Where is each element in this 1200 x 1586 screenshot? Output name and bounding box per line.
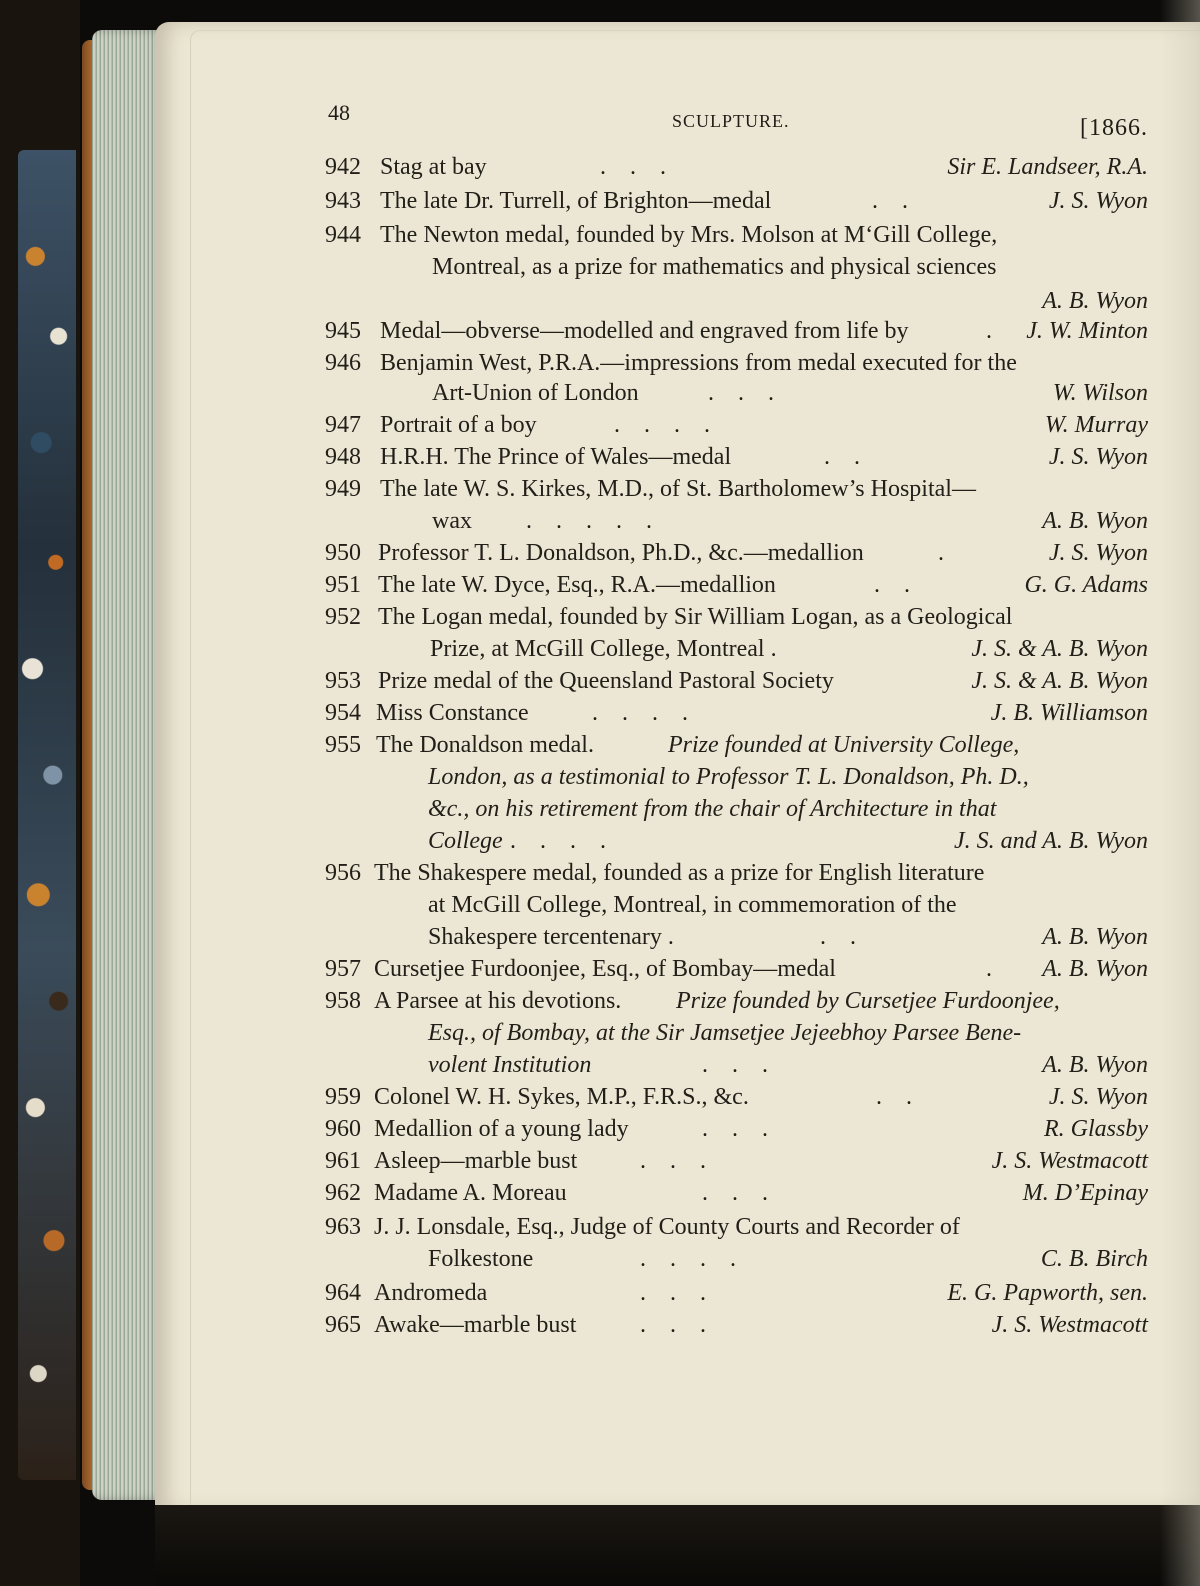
entry-title: Cursetjee Furdoonjee, Esq., of Bombay—medal bbox=[374, 956, 836, 982]
entry-title: Asleep—marble bust bbox=[374, 1148, 578, 1174]
entry-number: 952 bbox=[325, 604, 361, 630]
leader-dots: . . bbox=[876, 1084, 912, 1110]
entry-note-cont: volent Institution bbox=[428, 1052, 592, 1078]
entry-number: 944 bbox=[325, 222, 361, 248]
entry-number: 942 bbox=[325, 154, 361, 180]
leader-dots: . bbox=[986, 318, 992, 344]
entry-953 bbox=[0, 666, 1200, 696]
entry-number: 949 bbox=[325, 476, 361, 502]
entry-944-cont bbox=[0, 252, 1200, 282]
running-title: SCULPTURE. bbox=[672, 111, 790, 131]
entry-number: 960 bbox=[325, 1116, 361, 1142]
entry-number: 954 bbox=[325, 700, 361, 726]
entry-number: 950 bbox=[325, 540, 361, 566]
entry-artist: E. G. Papworth, sen. bbox=[947, 1280, 1148, 1306]
entry-946-cont bbox=[0, 378, 1200, 408]
entry-number: 946 bbox=[325, 350, 361, 376]
entry-955-cont bbox=[0, 794, 1200, 824]
entry-963-cont bbox=[0, 1244, 1200, 1274]
entry-title: H.R.H. The Prince of Wales—medal bbox=[380, 444, 732, 470]
entry-title: Medallion of a young lady bbox=[374, 1116, 629, 1142]
entry-number: 961 bbox=[325, 1148, 361, 1174]
entry-artist: A. B. Wyon bbox=[1042, 956, 1148, 982]
entry-artist: J. S. Westmacott bbox=[991, 1148, 1148, 1174]
entry-artist: A. B. Wyon bbox=[1042, 288, 1148, 314]
entry-951 bbox=[0, 570, 1200, 600]
leader-dots: . . bbox=[824, 444, 860, 470]
leader-dots: . . . . bbox=[510, 828, 606, 854]
entry-962 bbox=[0, 1178, 1200, 1208]
entry-title: Prize medal of the Queensland Pastoral Society bbox=[378, 668, 834, 694]
entry-number: 957 bbox=[325, 956, 361, 982]
entry-title: J. J. Lonsdale, Esq., Judge of County Courts and Recorder of bbox=[374, 1214, 960, 1240]
leader-dots: . . . bbox=[640, 1148, 706, 1174]
entry-952 bbox=[0, 602, 1200, 632]
entry-title: Portrait of a boy bbox=[380, 412, 537, 438]
entry-artist: J. W. Minton bbox=[1026, 318, 1148, 344]
entry-946 bbox=[0, 348, 1200, 378]
entry-note-cont: &c., on his retirement from the chair of Architecture in that bbox=[428, 796, 997, 822]
entry-note: Prize founded at University College, bbox=[668, 732, 1020, 758]
entry-950 bbox=[0, 538, 1200, 568]
entry-artist: J. S. Westmacott bbox=[991, 1312, 1148, 1338]
leader-dots: . . . bbox=[708, 380, 774, 406]
entry-number: 948 bbox=[325, 444, 361, 470]
entry-title-cont: Art-Union of London bbox=[432, 380, 639, 406]
entry-artist: Sir E. Landseer, R.A. bbox=[947, 154, 1148, 180]
leader-dots: . bbox=[986, 956, 992, 982]
entry-note: Prize founded by Cursetjee Furdoonjee, bbox=[676, 988, 1060, 1014]
entry-947 bbox=[0, 410, 1200, 440]
entry-number: 962 bbox=[325, 1180, 361, 1206]
entry-title: The Newton medal, founded by Mrs. Molson at M‘Gill College, bbox=[380, 222, 998, 248]
entry-number: 947 bbox=[325, 412, 361, 438]
leader-dots: . . . . bbox=[640, 1246, 736, 1272]
entry-958 bbox=[0, 986, 1200, 1016]
leader-dots: . . . . . bbox=[526, 508, 652, 534]
leader-dots: . . . bbox=[702, 1116, 768, 1142]
leader-dots: . . . bbox=[640, 1312, 706, 1338]
entry-943 bbox=[0, 186, 1200, 216]
entry-title: The late W. Dyce, Esq., R.A.—medallion bbox=[378, 572, 776, 598]
entry-956-cont bbox=[0, 890, 1200, 920]
entry-title: The Shakespere medal, founded as a prize for English literature bbox=[374, 860, 985, 886]
leader-dots: . . . bbox=[640, 1280, 706, 1306]
entry-955 bbox=[0, 730, 1200, 760]
entry-number: 956 bbox=[325, 860, 361, 886]
entry-964 bbox=[0, 1278, 1200, 1308]
leader-dots: . . . bbox=[702, 1180, 768, 1206]
page-number: 48 bbox=[328, 100, 350, 125]
entry-961 bbox=[0, 1146, 1200, 1176]
leader-dots: . . . bbox=[600, 154, 666, 180]
entry-title: Professor T. L. Donaldson, Ph.D., &c.—medallion bbox=[378, 540, 864, 566]
entry-artist: A. B. Wyon bbox=[1042, 1052, 1148, 1078]
entry-958-cont bbox=[0, 1018, 1200, 1048]
entry-963 bbox=[0, 1212, 1200, 1242]
entry-artist: J. B. Williamson bbox=[990, 700, 1148, 726]
leader-dots: . . . . bbox=[592, 700, 688, 726]
leader-dots: . . . bbox=[702, 1052, 768, 1078]
entry-954 bbox=[0, 698, 1200, 728]
entry-title: Medal—obverse—modelled and engraved from life by bbox=[380, 318, 909, 344]
entry-number: 945 bbox=[325, 318, 361, 344]
entry-artist: J. S. Wyon bbox=[1048, 444, 1148, 470]
entry-965 bbox=[0, 1310, 1200, 1340]
entry-945 bbox=[0, 316, 1200, 346]
entry-note-cont: College bbox=[428, 828, 503, 854]
entry-artist: A. B. Wyon bbox=[1042, 508, 1148, 534]
page-header bbox=[0, 100, 1200, 140]
entry-948 bbox=[0, 442, 1200, 472]
entry-title: Andromeda bbox=[374, 1280, 488, 1306]
entry-title: Benjamin West, P.R.A.—impressions from medal executed for the bbox=[380, 350, 1017, 376]
entry-number: 964 bbox=[325, 1280, 361, 1306]
entry-960 bbox=[0, 1114, 1200, 1144]
entry-title-cont: wax bbox=[432, 508, 472, 534]
entry-artist: J. S. Wyon bbox=[1048, 540, 1148, 566]
entry-949-cont bbox=[0, 506, 1200, 536]
entry-952-cont bbox=[0, 634, 1200, 664]
entry-title-cont: Prize, at McGill College, Montreal . bbox=[430, 636, 777, 662]
leader-dots: . . bbox=[820, 924, 856, 950]
entry-955-cont bbox=[0, 826, 1200, 856]
leader-dots: . . bbox=[874, 572, 910, 598]
entry-number: 959 bbox=[325, 1084, 361, 1110]
entry-number: 951 bbox=[325, 572, 361, 598]
entry-956 bbox=[0, 858, 1200, 888]
entry-title: The late W. S. Kirkes, M.D., of St. Bartholomew’s Hospital— bbox=[380, 476, 976, 502]
entry-note-cont: Esq., of Bombay, at the Sir Jamsetjee Jejeebhoy Parsee Bene- bbox=[428, 1020, 1022, 1046]
leader-dots: . . . . bbox=[614, 412, 710, 438]
entry-artist: G. G. Adams bbox=[1024, 572, 1148, 598]
entry-title: The late Dr. Turrell, of Brighton—medal bbox=[380, 188, 772, 214]
entry-title: A Parsee at his devotions. bbox=[374, 988, 622, 1014]
leader-dots: . . bbox=[872, 188, 908, 214]
leader-dots: . bbox=[938, 540, 944, 566]
entry-artist: C. B. Birch bbox=[1040, 1246, 1148, 1272]
entry-958-cont bbox=[0, 1050, 1200, 1080]
entry-title: Awake—marble bust bbox=[374, 1312, 577, 1338]
entry-title-cont: at McGill College, Montreal, in commemoration of the bbox=[428, 892, 957, 918]
entry-number: 953 bbox=[325, 668, 361, 694]
year-label: [1866. bbox=[1080, 115, 1148, 141]
entry-note-cont: London, as a testimonial to Professor T. L. Donaldson, Ph. D., bbox=[428, 764, 1029, 790]
entry-944 bbox=[0, 220, 1200, 250]
entry-artist: W. Wilson bbox=[1052, 380, 1148, 406]
entry-942 bbox=[0, 152, 1200, 182]
entry-artist: R. Glassby bbox=[1044, 1116, 1148, 1142]
entry-title-cont: Shakespere tercentenary . bbox=[428, 924, 674, 950]
entry-957 bbox=[0, 954, 1200, 984]
entry-artist: J. S. & A. B. Wyon bbox=[971, 668, 1148, 694]
entry-title: Madame A. Moreau bbox=[374, 1180, 567, 1206]
entry-artist: J. S. & A. B. Wyon bbox=[971, 636, 1148, 662]
entry-956-cont bbox=[0, 922, 1200, 952]
entry-title: Stag at bay bbox=[380, 154, 487, 180]
entry-artist: A. B. Wyon bbox=[1042, 924, 1148, 950]
entry-949 bbox=[0, 474, 1200, 504]
entry-number: 963 bbox=[325, 1214, 361, 1240]
entry-title: Colonel W. H. Sykes, M.P., F.R.S., &c. bbox=[374, 1084, 749, 1110]
entry-artist: M. D’Epinay bbox=[1022, 1180, 1148, 1206]
entry-title-cont: Folkestone bbox=[428, 1246, 534, 1272]
entry-title-cont: Montreal, as a prize for mathematics and physical sciences bbox=[432, 254, 997, 280]
entry-artist: J. S. Wyon bbox=[1048, 1084, 1148, 1110]
entry-artist: J. S. Wyon bbox=[1048, 188, 1148, 214]
entry-955-cont bbox=[0, 762, 1200, 792]
entry-number: 958 bbox=[325, 988, 361, 1014]
entry-artist: W. Murray bbox=[1044, 412, 1148, 438]
entry-944-artist-line bbox=[0, 286, 1200, 316]
entry-title: The Donaldson medal. bbox=[376, 732, 594, 758]
entry-number: 943 bbox=[325, 188, 361, 214]
entry-number: 955 bbox=[325, 732, 361, 758]
entry-title: The Logan medal, founded by Sir William Logan, as a Geological bbox=[378, 604, 1013, 630]
entry-number: 965 bbox=[325, 1312, 361, 1338]
entry-959 bbox=[0, 1082, 1200, 1112]
page-bottom-shadow bbox=[155, 1505, 1200, 1586]
entry-artist: J. S. and A. B. Wyon bbox=[954, 828, 1148, 854]
entry-title: Miss Constance bbox=[376, 700, 529, 726]
